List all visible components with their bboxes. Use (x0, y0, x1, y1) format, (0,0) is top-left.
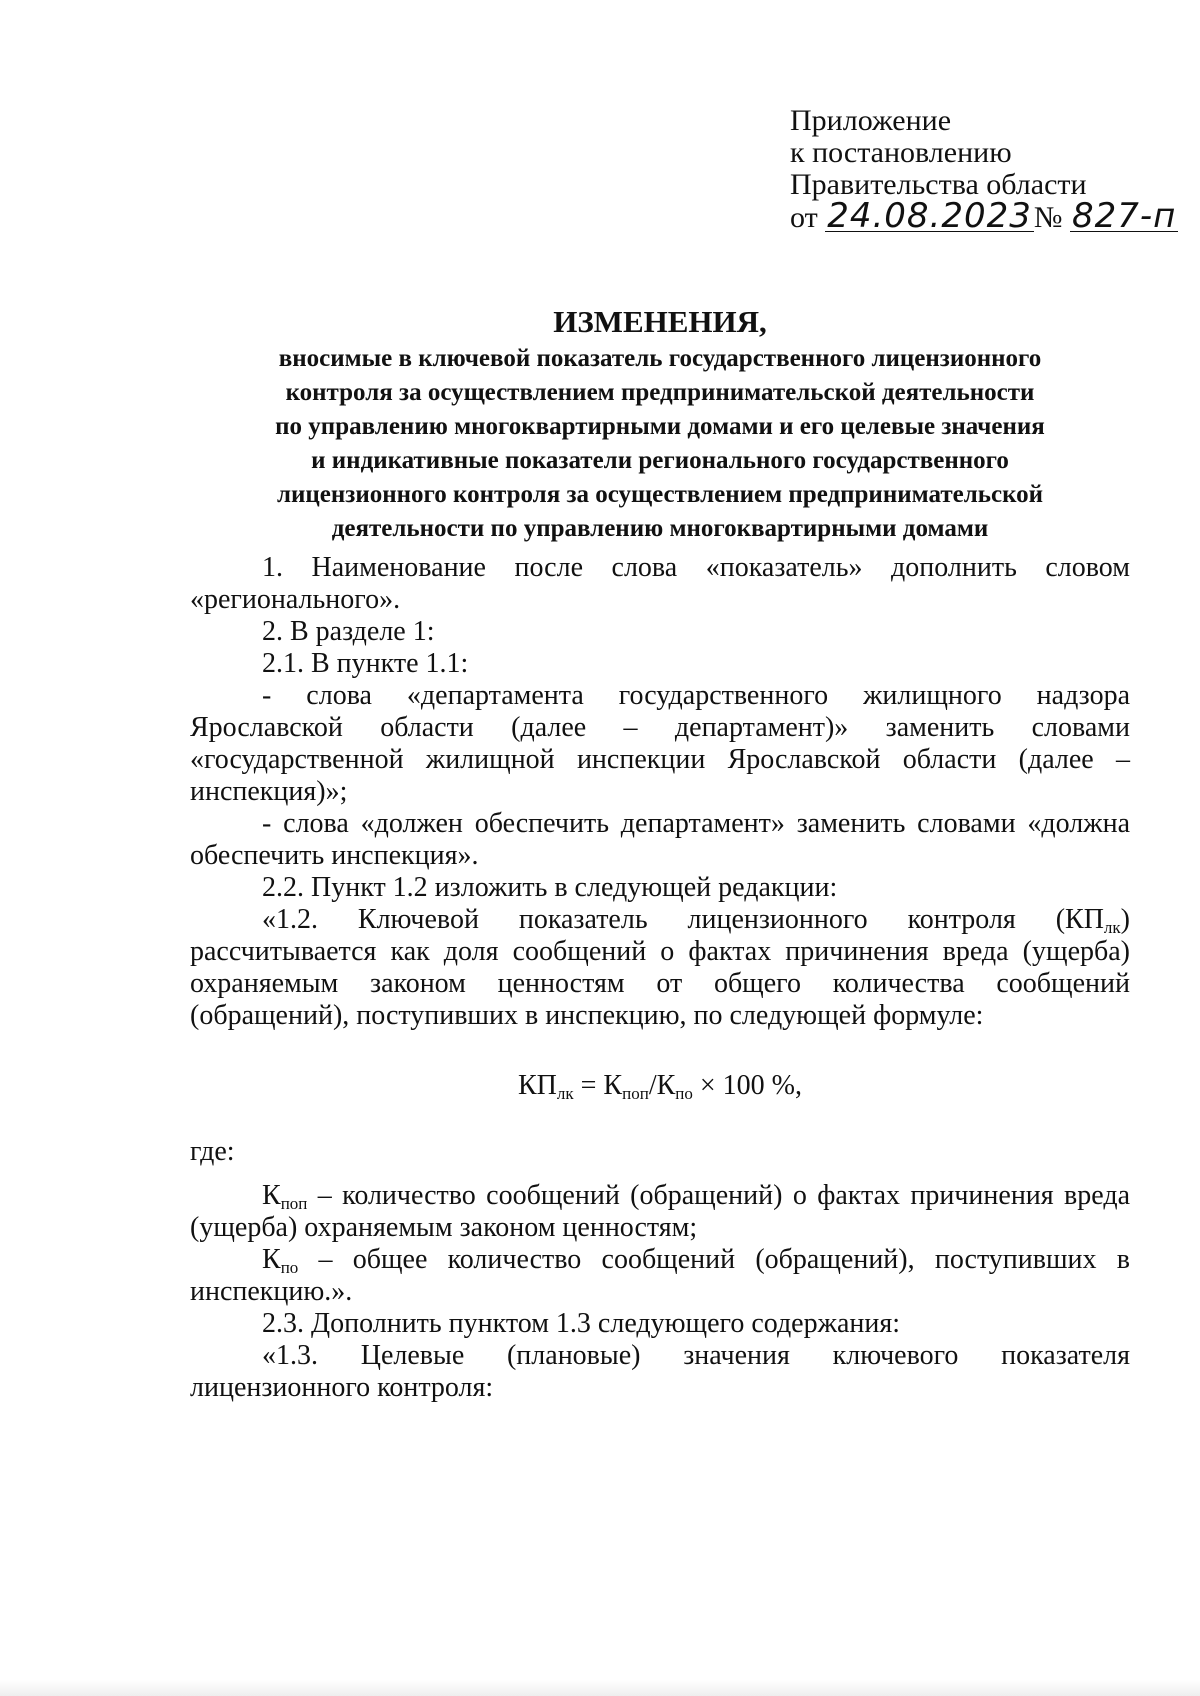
paragraph-dash-1: - слова «департамента государственного жилищного надзора Ярославской области (далее – департамент)» заменить словами «государственной жилищной инспекции Ярославской области (далее – инспекция)»; (190, 680, 1130, 807)
formula-kpop-sub: поп (622, 1084, 649, 1103)
p7-text-a: «1.2. Ключевой показатель лицензионного контроля (КП (262, 904, 1104, 935)
number-sign: № (1033, 201, 1063, 234)
attachment-label: Приложение (790, 104, 952, 137)
attachment-to-resolution: к постановлению (790, 136, 1012, 169)
p7-subscript: лк (1103, 918, 1121, 937)
attachment-date-line (790, 196, 1177, 236)
attachment-block (790, 104, 1177, 236)
title-subline: и индикативные показатели регионального государственного (311, 447, 1009, 474)
def1-sub: поп (280, 1194, 308, 1213)
paragraph-1-3: «1.3. Целевые (плановые) значения ключевого показателя лицензионного контроля: (190, 1340, 1130, 1403)
formula-eq-k: = К (573, 1070, 623, 1101)
handwritten-number: 827-п (1072, 196, 1177, 236)
where-label: где: (190, 1136, 235, 1167)
definition-kpo (190, 1244, 1130, 1308)
paragraph-2-1: 2.1. В пункте 1.1: (262, 648, 469, 679)
definition-kpop (190, 1180, 1130, 1244)
formula-kp: КП (517, 1070, 557, 1101)
def1-text: – количество сообщений (обращений) о фактах причинения вреда (ущерба) охраняемым законом ценностям; (190, 1180, 1130, 1243)
formula-div-k: /К (648, 1070, 676, 1101)
document-title (190, 302, 1130, 546)
attachment-government: Правительства области (790, 168, 1087, 201)
title-subline: деятельности по управлению многоквартирными домами (331, 515, 989, 542)
title-subline: контроля за осуществлением предпринимательской деятельности (285, 379, 1035, 406)
def1-k: К (262, 1180, 281, 1211)
handwritten-date: 24.08.2023 (827, 196, 1032, 236)
paragraph-2: 2. В разделе 1: (262, 616, 435, 647)
scan-edge-shade (0, 1680, 1200, 1696)
title-subline: вносимые в ключевой показатель государственного лицензионного (278, 345, 1042, 372)
date-prefix: от (790, 201, 818, 234)
document-body (190, 552, 1130, 1404)
formula-tail: × 100 %, (692, 1070, 803, 1101)
title-subline: по управлению многоквартирными домами и его целевые значения (275, 413, 1045, 440)
title-subline: лицензионного контроля за осуществлением предпринимательской (276, 481, 1044, 508)
paragraph-1-2 (190, 904, 1130, 1032)
formula (190, 1070, 1130, 1102)
def2-sub: по (280, 1258, 299, 1277)
formula-kpo-sub: по (675, 1084, 693, 1103)
formula-kp-sub: лк (556, 1084, 574, 1103)
paragraph-dash-2: - слова «должен обеспечить департамент» заменить словами «должна обеспечить инспекция». (190, 808, 1130, 871)
title-main: ИЗМЕНЕНИЯ, (553, 304, 767, 339)
def2-text: – общее количество сообщений (обращений), поступивших в инспекцию.». (190, 1244, 1130, 1307)
paragraph-1: 1. Наименование после слова «показатель» дополнить словом «регионального». (190, 552, 1130, 615)
paragraph-2-2: 2.2. Пункт 1.2 изложить в следующей редакции: (262, 872, 838, 903)
p7-text-b: ) рассчитывается как доля сообщений о фактах причинения вреда (ущерба) охраняемым законом ценностям от общего количества сообщений (обращений), поступивших в инспекцию, по следующей формуле: (190, 904, 1130, 1031)
def2-k: К (262, 1244, 281, 1275)
paragraph-2-3: 2.3. Дополнить пунктом 1.3 следующего содержания: (262, 1308, 901, 1339)
